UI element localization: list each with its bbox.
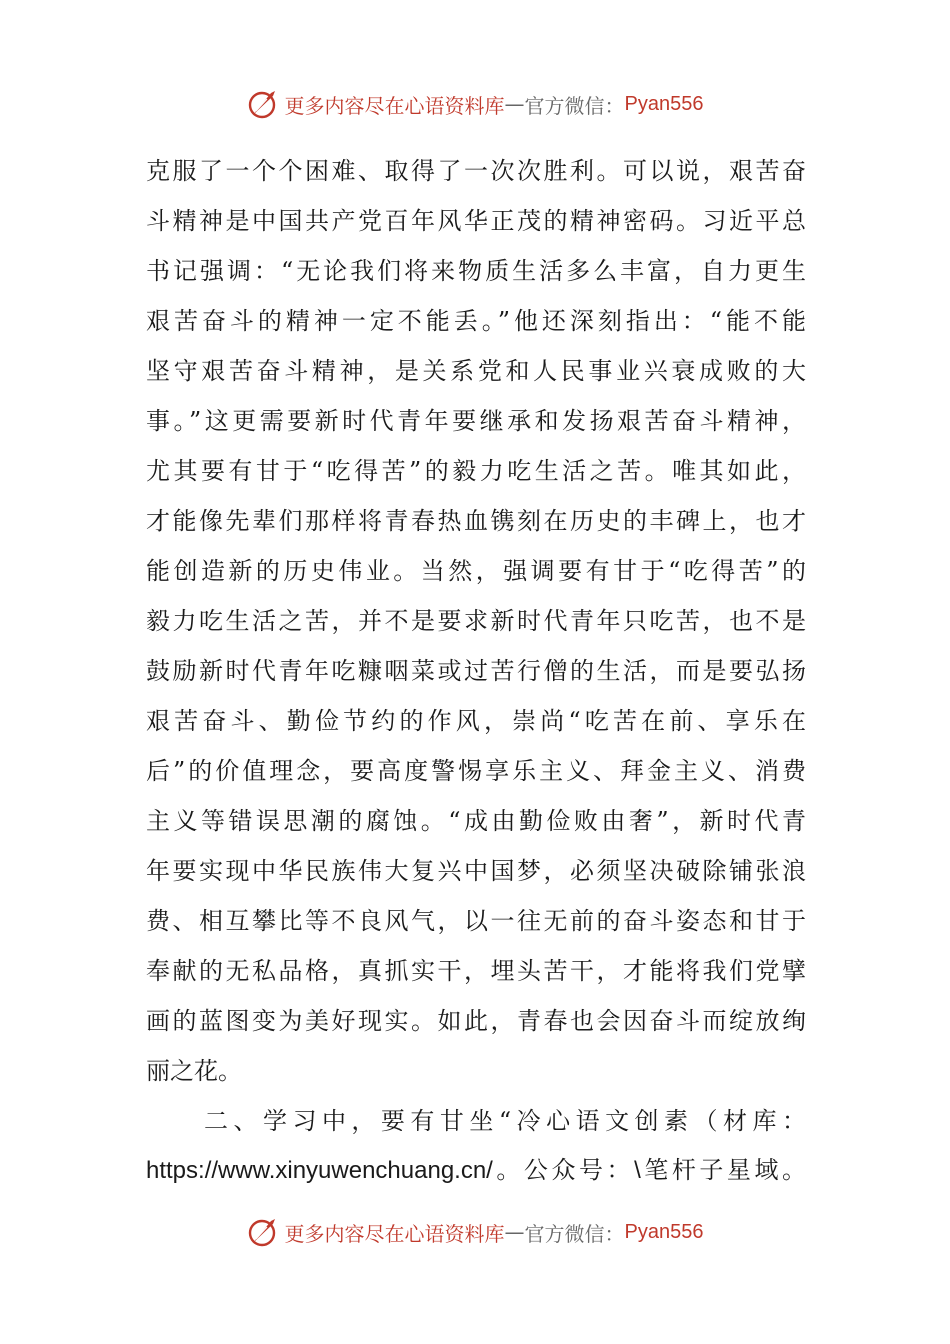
body-line: 后”的价值理念，要高度警惕享乐主义、拜金主义、消费: [146, 757, 806, 785]
body-line: 才能像先辈们那样将青春热血镌刻在历史的丰碑上，也才: [146, 507, 806, 535]
footer-banner: [0, 1212, 950, 1252]
footer-separator: —: [504, 1220, 525, 1244]
body-line: 费、相互攀比等不良风气，以一往无前的奋斗姿态和甘于: [146, 907, 806, 935]
body-line: 毅力吃生活之苦，并不是要求新时代青年只吃苦，也不是: [146, 607, 806, 635]
document-body: [146, 146, 806, 1196]
header-banner: [0, 84, 950, 124]
body-line: 能创造新的历史伟业。当然，强调要有甘于“吃得苦”的: [146, 557, 806, 585]
footer-wechat-id: Pyan556: [624, 1220, 704, 1243]
body-line: 艰苦奋斗、勤俭节约的作风，崇尚“吃苦在前、享乐在: [146, 707, 806, 735]
header-wechat-label: 官方微信：: [524, 93, 625, 118]
body-line: 鼓励新时代青年吃糠咽菜或过苦行僧的生活，而是要弘扬: [146, 657, 806, 685]
footer-wechat-label: 官方微信：: [524, 1221, 625, 1246]
footer-slogan: 更多内容尽在心语资料库: [284, 1221, 505, 1246]
body-line: 坚守艰苦奋斗精神，是关系党和人民事业兴衰成败的大: [146, 357, 806, 385]
quill-logo-icon: [247, 1215, 281, 1249]
body-line: 丽之花。: [146, 1057, 242, 1085]
header-separator: —: [504, 92, 525, 116]
quill-logo-icon: [247, 87, 281, 121]
body-line: 克服了一个个困难、取得了一次次胜利。可以说，艰苦奋: [146, 157, 806, 185]
body-line: 年要实现中华民族伟大复兴中国梦，必须坚决破除铺张浪: [146, 857, 806, 885]
header-wechat-id: Pyan556: [624, 92, 704, 115]
body-line: 书记强调：“无论我们将来物质生活多么丰富，自力更生: [146, 257, 806, 285]
source-link-line: https://www.xinyuwenchuang.cn/。公众号：\笔杆子星域。: [146, 1157, 806, 1184]
body-line: 艰苦奋斗的精神一定不能丢。”他还深刻指出：“能不能: [146, 307, 806, 335]
section-heading-line: 二、学习中，要有甘坐“冷心语文创素（材库：: [204, 1107, 806, 1135]
body-line: 奉献的无私品格，真抓实干，埋头苦干，才能将我们党擘: [146, 957, 806, 985]
body-line: 尤其要有甘于“吃得苦”的毅力吃生活之苦。唯其如此，: [146, 457, 806, 485]
body-line: 主义等错误思潮的腐蚀。“成由勤俭败由奢”，新时代青: [146, 807, 806, 835]
body-line: 画的蓝图变为美好现实。如此，青春也会因奋斗而绽放绚: [146, 1007, 806, 1035]
body-line: 事。”这更需要新时代青年要继承和发扬艰苦奋斗精神，: [146, 407, 806, 435]
body-line: 斗精神是中国共产党百年风华正茂的精神密码。习近平总: [146, 207, 806, 235]
header-slogan: 更多内容尽在心语资料库: [284, 93, 505, 118]
